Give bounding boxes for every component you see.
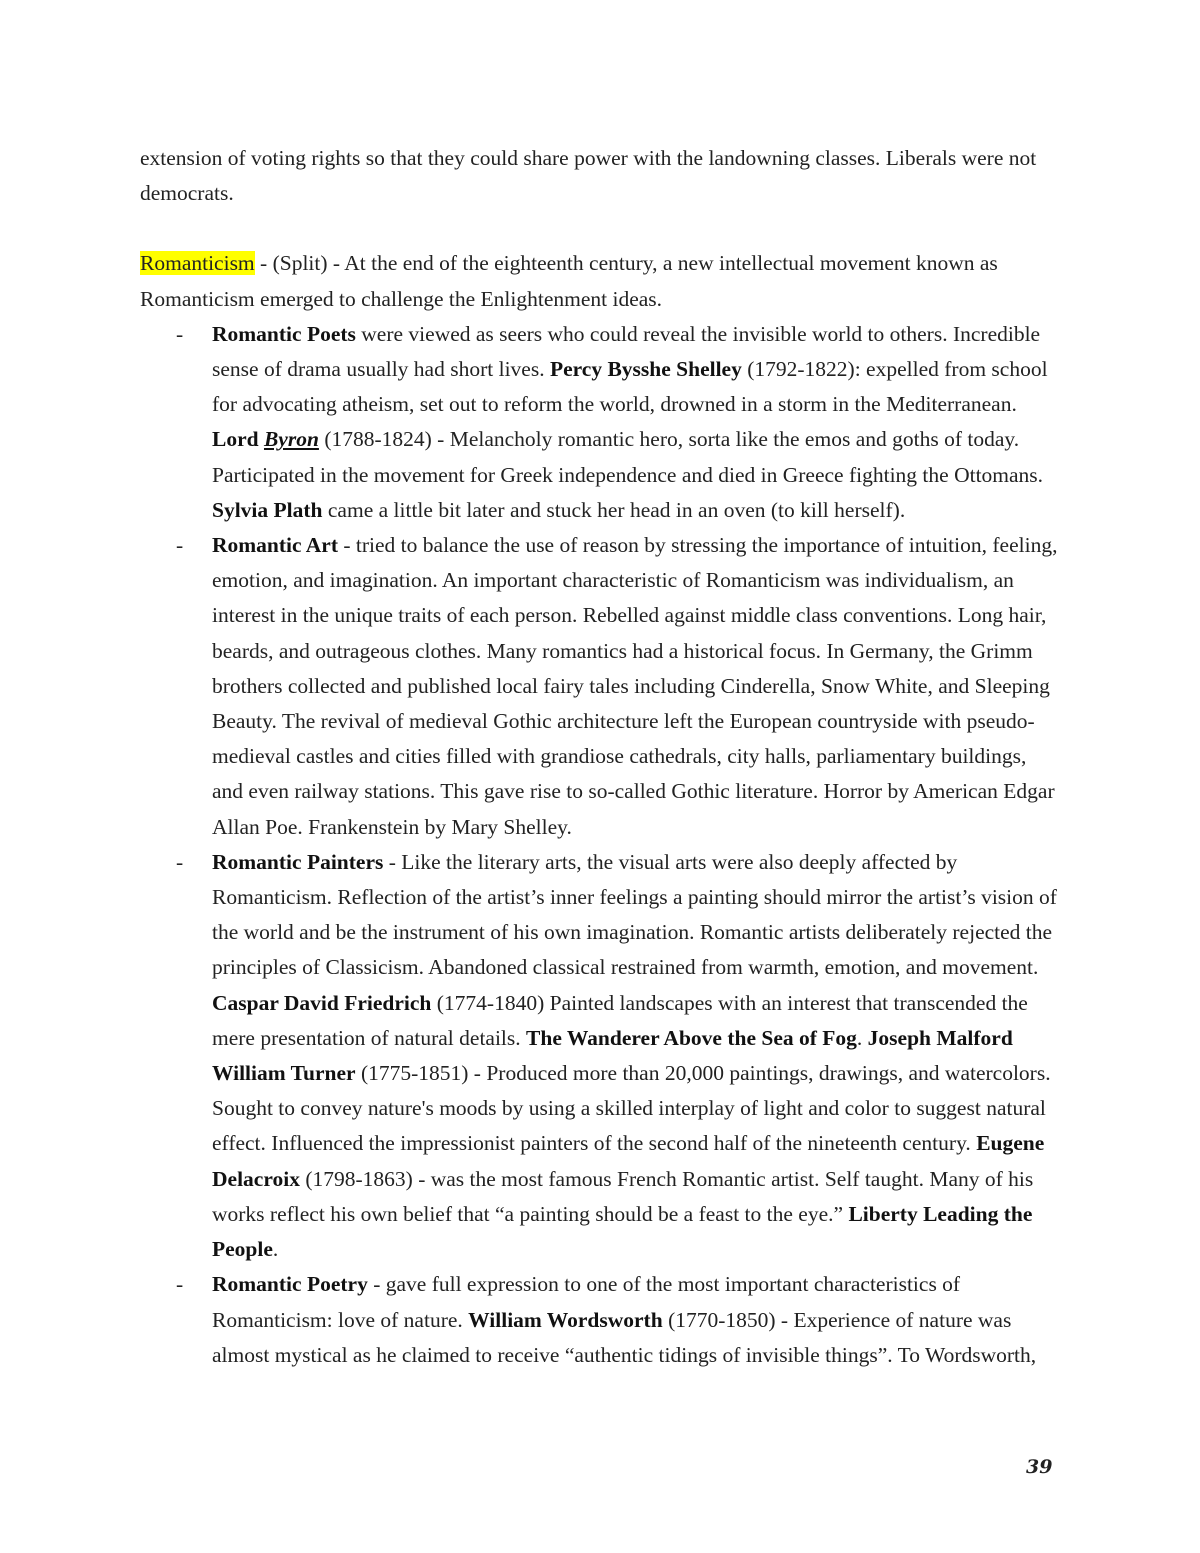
romanticism-heading: Romanticism (140, 251, 255, 276)
delacroix-name: Eugene Delacroix (212, 1131, 1045, 1191)
romanticism-paragraph (140, 246, 1060, 316)
romanticism-bullet-list (140, 317, 1060, 1373)
romantic-art-text: - tried to balance the use of reason by stressing the importance of intuition, feeling, emotion, and imagination. An important characteristic of Romanticism was individualism, an interest in the unique traits of each person. Rebelled against middle class conventions. Long hair, beards, and outrageous clothes. Many romantics had a historical focus. In Germany, the Grimm brothers collected and published local fairy tales including Cinderella, Snow White, and Sleeping Beauty. The revival of medieval Gothic architecture left the European countryside with pseudo-medieval castles and cities filled with grandiose cathedrals, city halls, parliamentary buildings, and even railway stations. This gave rise to so-called Gothic literature. Horror by American Edgar Allan Poe. Frankenstein by Mary Shelley. (212, 533, 1058, 839)
romantic-poets-text: were viewed as seers who could reveal the invisible world to others. Incredible sense of drama usually had short lives. (212, 321, 1041, 382)
bullet-dash: - (176, 849, 184, 874)
byron-text: (1788-1824) - Melancholy romantic hero, sorta like the emos and goths of today. Participated in the movement for Greek independence and died in Greece fighting the Ottomans. (212, 427, 1044, 487)
delacroix-text: (1798-1863) - was the most famous French Romantic artist. Self taught. Many of his works reflect his own belief that “a painting should be a feast to the eye.” (212, 1166, 1034, 1226)
bullet-romantic-poetry (176, 1267, 1060, 1373)
plath-name: Sylvia Plath (212, 497, 323, 522)
wordsworth-text: (1770-1850) - Experience of nature was almost mystical as he claimed to receive “authentic tidings of invisible things”. To Wordsworth, (212, 1307, 1037, 1367)
page-number: 39 (1026, 1456, 1053, 1478)
body-text (140, 141, 1060, 1373)
lord-label: Lord (212, 427, 264, 452)
romantic-poetry-text: - gave full expression to one of the most important characteristics of Romanticism: love of nature. (212, 1272, 961, 1332)
romantic-poets-title: Romantic Poets (212, 321, 356, 346)
friedrich-name: Caspar David Friedrich (212, 990, 432, 1015)
shelley-text: (1792-1822): expelled from school for advocating atheism, set out to reform the world, drowned in a storm in the Mediterranean. (212, 357, 1048, 417)
friedrich-text: (1774-1840) Painted landscapes with an interest that transcended the mere presentation of natural details. (212, 990, 1028, 1050)
shelley-name: Percy Bysshe Shelley (549, 357, 742, 382)
wordsworth-name: William Wordsworth (468, 1307, 663, 1332)
liberty-period: . (272, 1237, 279, 1262)
bullet-romantic-poets (176, 317, 1060, 528)
paragraph-gap (140, 211, 1060, 246)
intro-paragraph (140, 141, 1060, 211)
romantic-painters-text: - Like the literary arts, the visual arts were also deeply affected by Romanticism. Reflection of the artist’s inner feelings a painting should mirror the artist’s vision of the world and be the instrument of his own imagination. Romantic artists deliberately rejected the principles of Classicism. Abandoned classical restrained from warmth, emotion, and movement. (212, 849, 1057, 980)
bullet-romantic-art (176, 528, 1060, 845)
romantic-painters-title: Romantic Painters (212, 849, 384, 874)
liberty-title: Liberty Leading the People (212, 1201, 1033, 1262)
romanticism-lead: - (Split) - At the end of the eighteenth century, a new intellectual movement known as Romanticism emerged to challenge the Enlightenment ideas. (140, 251, 998, 311)
turner-name: Joseph Malford William Turner (212, 1025, 1013, 1086)
wanderer-title: The Wanderer Above the Sea of Fog (526, 1025, 857, 1050)
bullet-dash: - (176, 321, 184, 346)
bullet-dash: - (176, 533, 184, 558)
bullet-dash: - (176, 1272, 184, 1297)
romantic-art-title: Romantic Art (212, 533, 338, 558)
bullet-romantic-painters (176, 845, 1060, 1267)
intro-text: extension of voting rights so that they could share power with the landowning classes. Liberals were not democrats. (140, 146, 1037, 206)
wanderer-separator: . (856, 1025, 868, 1050)
plath-text: came a little bit later and stuck her head in an oven (to kill herself). (322, 497, 906, 522)
romantic-poetry-title: Romantic Poetry (212, 1272, 368, 1297)
byron-link[interactable]: Byron (263, 427, 319, 452)
turner-text: (1775-1851) - Produced more than 20,000 paintings, drawings, and watercolors. Sought to convey nature's moods by using a skilled interplay of light and color to suggest natural effect. Influenced the impressionist painters of the second half of the nineteenth century. (212, 1061, 1051, 1156)
